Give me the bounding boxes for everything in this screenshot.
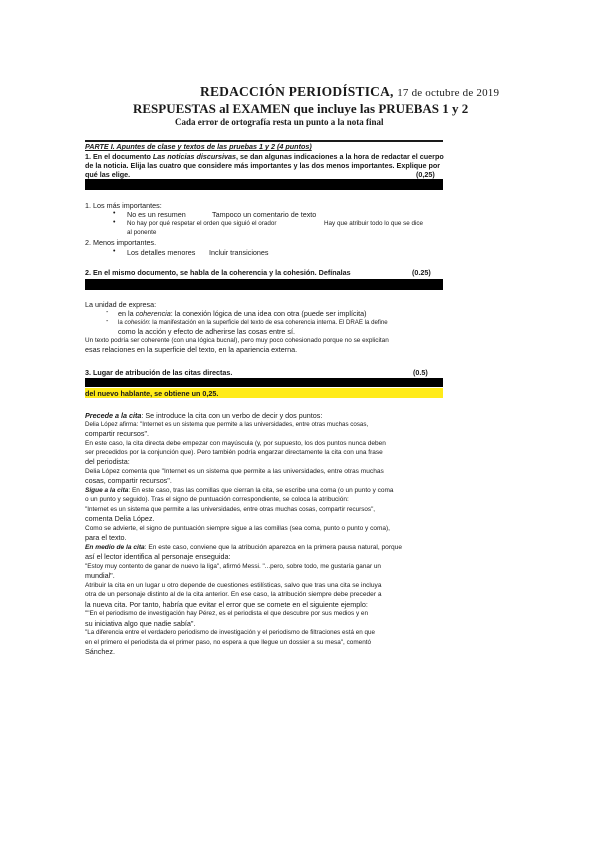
bullet-icon: •: [113, 210, 116, 217]
a3-r10: o un punto y seguido). Tras el signo de puntuación correspondiente, se coloca la atribución:: [85, 496, 349, 503]
a3-r14: para el texto.: [85, 533, 127, 542]
q1-text-b: , se dan algunas indicaciones a la hora de redactar el cuerpo: [236, 152, 444, 161]
a3-r7: Delia López comenta que "Internet es un sistema que permite a las universidades, entre otras muchas: [85, 468, 384, 475]
a3-r2: Delia López afirma: "Internet es un sistema que permite a las universidades, entre otras muchas cosas,: [85, 421, 369, 428]
q1-score: (0,25): [416, 170, 435, 179]
title-text: REDACCIÓN PERIODÍSTICA,: [200, 84, 394, 99]
document-subtitle: RESPUESTAS al EXAMEN que incluye las PRUEBAS 1 y 2: [133, 101, 469, 116]
a3-r1a: Precede a la cita: [85, 411, 142, 420]
redaction-bar: [85, 179, 443, 190]
q2-score: (0.25): [412, 268, 431, 277]
q1-line3: qué las elige.: [85, 170, 131, 179]
a3-r24: "La diferencia entre el verdadero periodismo de investigación y el periodismo de filtraciones está en que: [85, 629, 375, 636]
q3-highlight-text: del nuevo hablante, se obtiene un 0,25.: [85, 389, 219, 398]
a3-r25: en el primero el periodista da el primer paso, no espera a que llegue un dossier a su mesa", comentó: [85, 639, 372, 646]
a3-r4: En este caso, la cita directa debe empezar con mayúscula (y, por supuesto, los dos puntos nunca deben: [85, 440, 386, 447]
a1-most-1b: Tampoco un comentario de texto: [212, 210, 317, 219]
a1-most-1a: No es un resumen: [127, 210, 186, 219]
a3-r20: otra de un personaje distinto al de la cita anterior. En ese caso, la atribución siempre debe preceder a: [85, 591, 382, 598]
a3-r17: "Estoy muy contento de ganar de nuevo la liga", afirmó Messi. "...pero, sobre todo, me gustaría ganar un: [85, 563, 381, 570]
a3-r1: [85, 411, 322, 420]
a1-least-1a: Los detalles menores: [127, 248, 196, 257]
a3-r22: ""En el periodismo de investigación hay Pérez, es el periodista el que descubre por sus medios y en: [85, 610, 369, 617]
a3-r5: ser precedidos por la conjunción que). Pero también podría engarzar directamente la cita con una frase: [85, 449, 383, 456]
a2-c2i: cohesión: [124, 319, 149, 326]
a2-c2a: la: [118, 319, 123, 326]
bullet-icon: •: [113, 219, 116, 226]
redaction-bar: [85, 279, 443, 290]
dash-icon: -: [106, 309, 109, 316]
q2-text: 2. En el mismo documento, se habla de la coherencia y la cohesión. Defínalas: [85, 268, 351, 277]
a2-para-2: esas relaciones en la superficie del texto, en la apariencia externa.: [85, 345, 298, 354]
a3-r12: comenta Delia López.: [85, 514, 155, 523]
a3-r1b: : Se introduce la cita con un verbo de decir y dos puntos:: [141, 411, 323, 420]
a1-most-2b: Hay que atribuir todo lo que se dice: [324, 220, 424, 227]
a2-para-1: Un texto podría ser coherente (con una lógica bucnal), pero muy poco cohesionado porque no se explicitan: [85, 337, 389, 344]
q3-text: 3. Lugar de atribución de las citas directas.: [85, 368, 233, 377]
part1-heading: PARTE I. Apuntes de clase y textos de las pruebas 1 y 2 (4 puntos): [85, 142, 312, 151]
q3-score: (0.5): [413, 368, 428, 377]
a3-r26: Sánchez.: [85, 647, 115, 656]
a2-c1a: en la: [118, 309, 134, 318]
q1-line2: de la noticia. Elija las cuatro que considere más importantes y las dos menos importantes. Explique por: [85, 161, 441, 170]
dash-icon: -: [106, 318, 109, 325]
a3-r8: cosas, compartir recursos".: [85, 476, 172, 485]
a3-r19: Atribuir la cita en un lugar u otro depende de cuestiones estilísticas, salvo que tras una cita se incluya: [85, 582, 382, 589]
a3-r15b: : En este caso, conviene que la atribución aparezca en la primera pausa natural, porque: [144, 544, 403, 551]
a3-r16: así el lector identifica al personaje enseguida:: [85, 552, 231, 561]
a1-least-1b: Incluir transiciones: [209, 248, 269, 257]
a1-most-2a: No hay por qué respetar el orden que siguió el orador: [127, 220, 277, 227]
a3-r9a: Sigue a la cita: [85, 487, 129, 494]
a2-intro: La unidad de expresa:: [85, 300, 157, 309]
a2-c2b: : la manifestación en la superficie del texto de esa coherencia interna. El DRAE la define: [148, 319, 388, 326]
a2-cohesion: [118, 318, 388, 327]
bullet-icon: •: [113, 248, 116, 255]
spelling-note: Cada error de ortografía resta un punto a la nota final: [175, 117, 384, 127]
redaction-bar: [85, 378, 443, 387]
a2-cohesion-2: como la acción y efecto de adherirse las cosas entre sí.: [118, 327, 295, 336]
q1-line1: [85, 152, 444, 161]
a3-r9b: : En este caso, tras las comillas que cierran la cita, se escribe una coma (o un punto y coma: [128, 487, 394, 494]
a1-least-label: 2. Menos importantes.: [85, 238, 157, 247]
a3-r3: compartir recursos".: [85, 429, 150, 438]
a2-coherence: [118, 309, 367, 318]
a3-r15a: En medio de la cita: [85, 544, 145, 551]
a3-r15: [85, 543, 402, 552]
a3-r9: [85, 486, 394, 495]
q1-text-italic: Las noticias discursivas: [152, 152, 237, 161]
a1-most-2c: al ponente: [127, 229, 157, 236]
a3-r18: mundial".: [85, 571, 115, 580]
a3-r11: "Internet es un sistema que permite a las universidades, entre otras muchas cosas, compartir recursos",: [85, 506, 376, 513]
a2-c1i: coherencia: [135, 309, 171, 318]
title-date: 17 de octubre de 2019: [397, 87, 500, 99]
a3-r21: la nueva cita. Por tanto, habría que evitar el error que se comete en el siguiente ejemplo:: [85, 600, 368, 609]
q1-text-a: 1. En el documento: [85, 152, 151, 161]
a1-most-label: 1. Los más importantes:: [85, 201, 162, 210]
a2-c1b: : la conexión lógica de una idea con otra (puede ser implícita): [170, 309, 367, 318]
a3-r23: su iniciativa algo que nadie sabía".: [85, 619, 196, 628]
a3-r6: del periodista:: [85, 457, 130, 466]
a3-r13: Como se advierte, el signo de puntuación siempre sigue a las comillas (sea coma, punto o punto y coma),: [85, 525, 390, 532]
document-title: [200, 84, 499, 100]
